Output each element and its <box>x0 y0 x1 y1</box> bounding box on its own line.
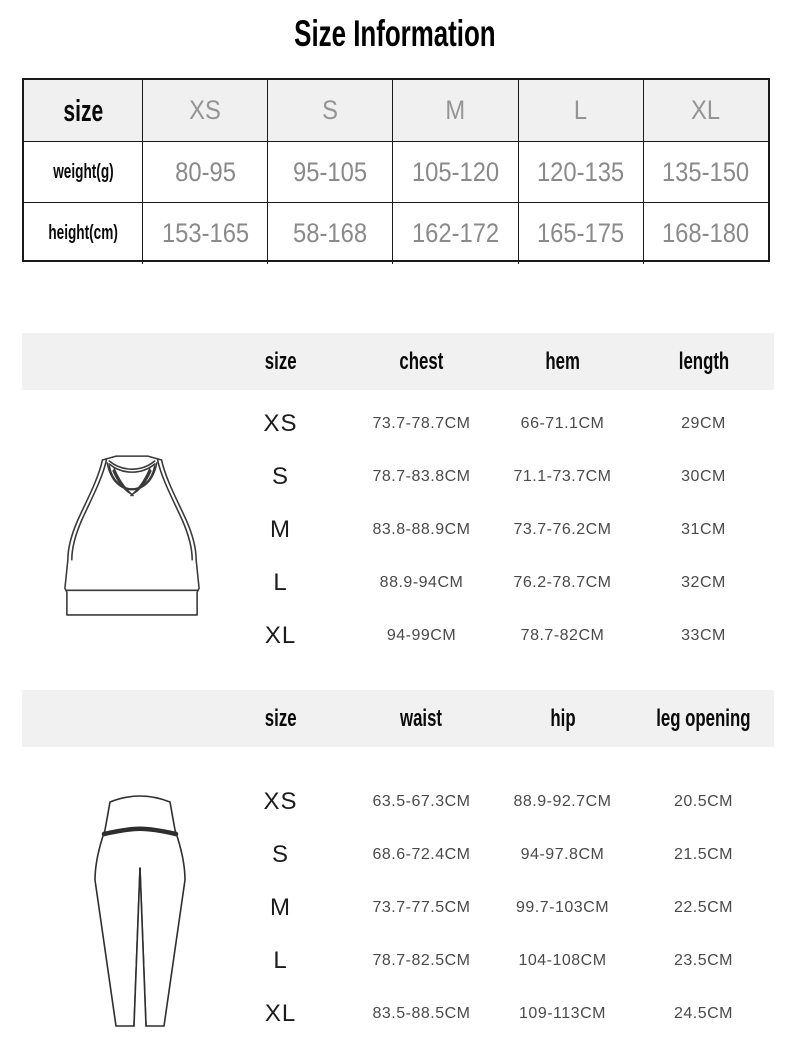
leggings-s-leg-opening: 21.5CM <box>673 845 734 863</box>
bra-m-hem: 73.7-76.2CM <box>513 520 612 538</box>
bra-m-chest: 83.8-88.9CM <box>372 520 471 538</box>
leggings-xs-hip: 88.9-92.7CM <box>513 792 612 810</box>
bra-xs-hem: 66-71.1CM <box>520 415 605 433</box>
bra-l-length: 32CM <box>681 573 726 591</box>
size-col-xs: XS <box>189 95 221 125</box>
table-header-cell <box>24 80 142 141</box>
page-title: Size Information <box>294 13 496 54</box>
table-cell <box>142 141 267 202</box>
size-header-label: size <box>63 92 103 128</box>
height-s: 58-168 <box>293 218 368 248</box>
size-col-s: S <box>322 95 339 125</box>
bra-table-header <box>22 333 774 390</box>
weight-l: 120-135 <box>537 156 625 187</box>
weight-row-label: weight(g) <box>52 160 114 183</box>
height-m: 162-172 <box>411 218 500 248</box>
bra-xs-chest: 73.7-78.7CM <box>372 415 471 433</box>
leggings-m-size: M <box>270 893 291 921</box>
table-cell <box>518 202 643 264</box>
bra-col-length: length <box>678 347 729 375</box>
weight-s: 95-105 <box>293 156 368 187</box>
bra-m-length: 31CM <box>681 520 726 538</box>
leggings-xs-size: XS <box>263 787 298 815</box>
table-cell <box>267 141 392 202</box>
table-cell <box>643 202 768 264</box>
row-label-cell <box>24 141 142 202</box>
weight-xl: 135-150 <box>662 156 750 187</box>
leggings-m-leg-opening: 22.5CM <box>673 898 734 916</box>
bra-s-chest: 78.7-83.8CM <box>372 468 471 486</box>
bra-l-size: L <box>273 568 288 596</box>
leggings-l-waist: 78.7-82.5CM <box>372 951 471 969</box>
leggings-row-l <box>22 934 774 987</box>
leggings-row-m <box>22 881 774 934</box>
leggings-row-xs <box>22 775 774 828</box>
size-weight-height-table <box>22 78 770 262</box>
size-col-xl: XL <box>691 95 721 125</box>
table-cell <box>392 202 517 264</box>
leggings-size-rows <box>22 775 774 1040</box>
table-header-cell <box>267 80 392 141</box>
leggings-s-hip: 94-97.8CM <box>520 845 605 863</box>
bra-row-xl <box>22 609 774 662</box>
bra-row-l <box>22 556 774 609</box>
table-header-cell <box>392 80 517 141</box>
leggings-col-hip: hip <box>549 704 576 732</box>
bra-s-size: S <box>271 463 289 491</box>
leggings-xs-leg-opening: 20.5CM <box>673 792 734 810</box>
table-header-cell <box>518 80 643 141</box>
bra-l-hem: 76.2-78.7CM <box>513 573 612 591</box>
row-label-cell <box>24 202 142 264</box>
height-xs: 153-165 <box>161 218 249 248</box>
weight-m: 105-120 <box>411 156 500 187</box>
leggings-row-s <box>22 828 774 881</box>
bra-m-size: M <box>270 515 291 543</box>
table-cell <box>142 202 267 264</box>
height-l: 165-175 <box>537 218 625 248</box>
leggings-l-hip: 104-108CM <box>518 951 607 969</box>
bra-xs-size: XS <box>263 410 298 438</box>
leggings-col-leg-opening: leg opening <box>656 704 751 732</box>
leggings-xl-size: XL <box>264 999 297 1027</box>
leggings-xl-leg-opening: 24.5CM <box>673 1004 734 1022</box>
leggings-table-header <box>22 690 774 747</box>
bra-col-chest: chest <box>399 347 444 375</box>
leggings-m-waist: 73.7-77.5CM <box>372 898 471 916</box>
height-xl: 168-180 <box>662 218 750 248</box>
table-cell <box>392 141 517 202</box>
leggings-xs-waist: 63.5-67.3CM <box>372 792 471 810</box>
bra-xs-length: 29CM <box>681 415 726 433</box>
height-row-label: height(cm) <box>48 222 118 244</box>
size-col-m: M <box>445 95 466 125</box>
leggings-col-size: size <box>264 704 297 732</box>
table-cell <box>518 141 643 202</box>
bra-l-chest: 88.9-94CM <box>379 573 464 591</box>
bra-s-length: 30CM <box>681 468 726 486</box>
bra-row-xs <box>22 398 774 451</box>
bra-xl-size: XL <box>264 621 297 649</box>
table-header-cell <box>643 80 768 141</box>
bra-row-m <box>22 504 774 557</box>
weight-xs: 80-95 <box>174 156 236 187</box>
table-cell <box>643 141 768 202</box>
leggings-s-size: S <box>271 840 289 868</box>
leggings-m-hip: 99.7-103CM <box>515 898 610 916</box>
bra-size-rows <box>22 398 774 662</box>
bra-xl-hem: 78.7-82CM <box>520 626 605 644</box>
bra-s-hem: 71.1-73.7CM <box>513 468 612 486</box>
leggings-col-waist: waist <box>400 704 443 732</box>
leggings-xl-hip: 109-113CM <box>519 1004 606 1022</box>
bra-col-size: size <box>264 347 297 375</box>
leggings-l-leg-opening: 23.5CM <box>673 951 734 969</box>
table-cell <box>267 202 392 264</box>
bra-row-s <box>22 451 774 504</box>
leggings-xl-waist: 83.5-88.5CM <box>372 1004 471 1022</box>
size-col-l: L <box>574 95 588 125</box>
bra-xl-chest: 94-99CM <box>386 626 457 644</box>
leggings-s-waist: 68.6-72.4CM <box>372 845 471 863</box>
bra-col-hem: hem <box>545 347 580 375</box>
table-header-cell <box>142 80 267 141</box>
leggings-row-xl <box>22 987 774 1040</box>
leggings-l-size: L <box>273 946 288 974</box>
bra-xl-length: 33CM <box>681 626 726 644</box>
